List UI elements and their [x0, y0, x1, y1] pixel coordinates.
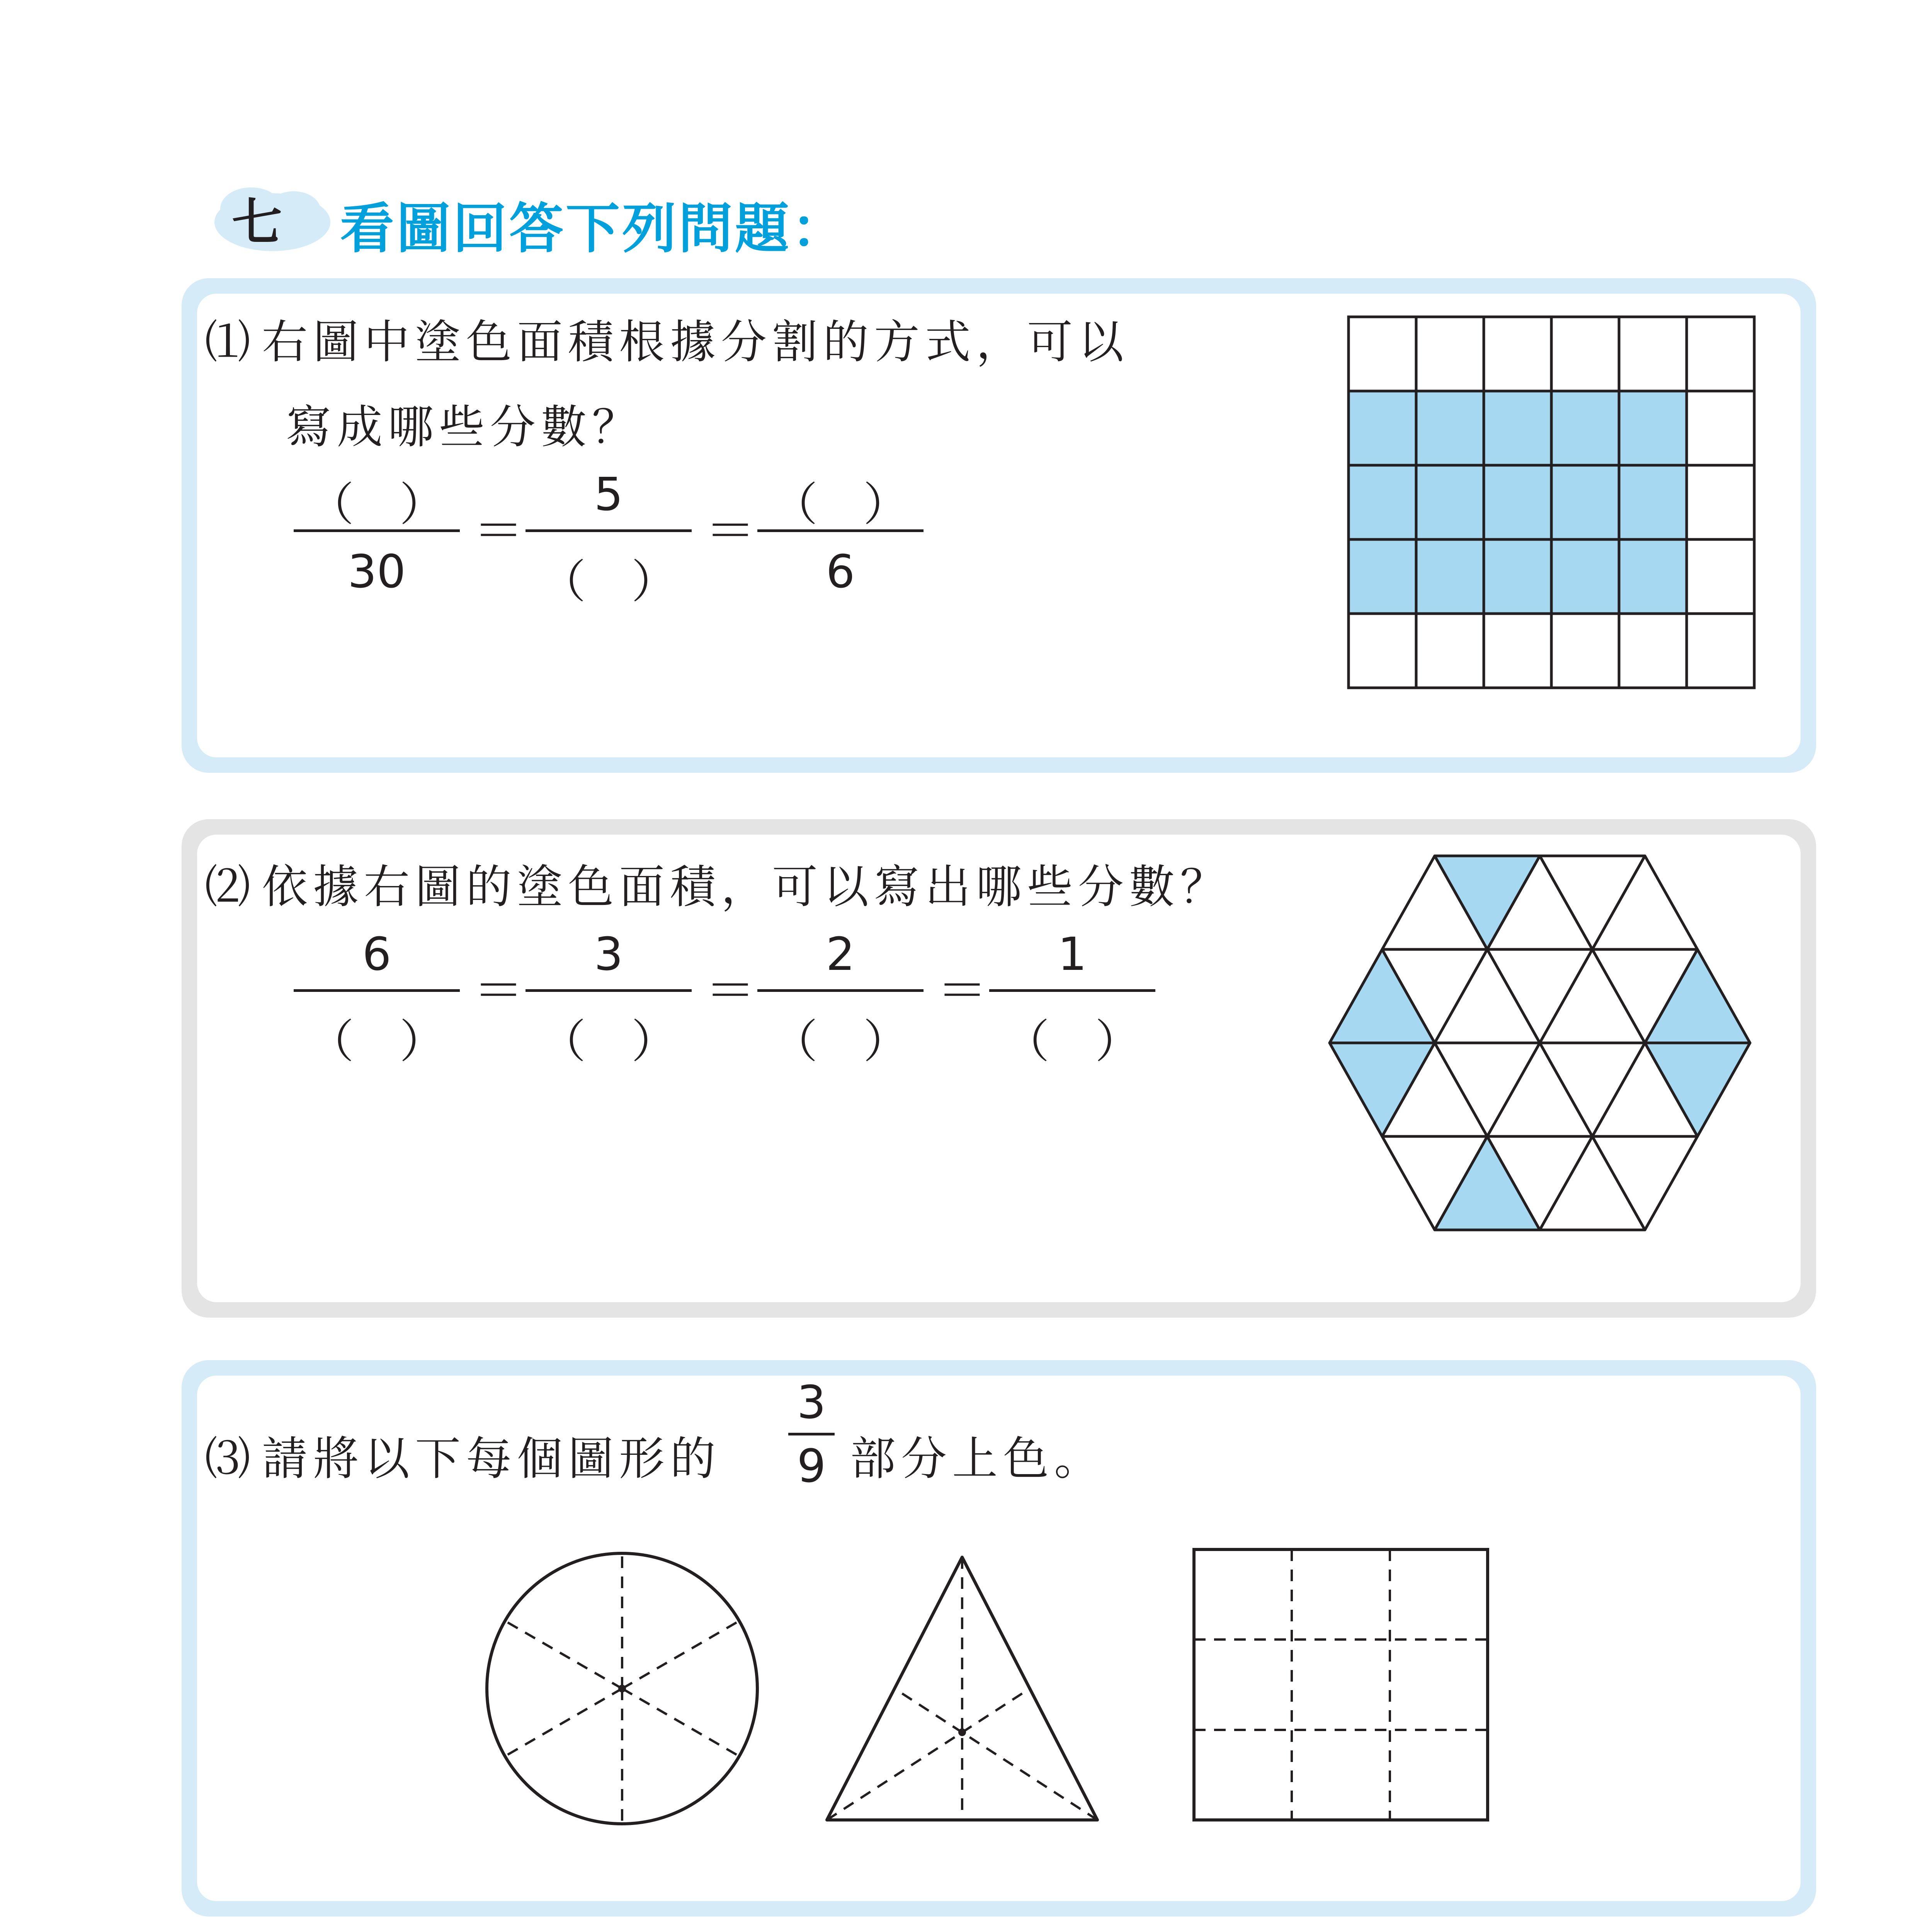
equals-sign: ＝ [473, 961, 524, 1020]
fraction-bar [757, 529, 923, 532]
grid-cell [1484, 614, 1551, 688]
question-2-number: ⑵ [205, 860, 251, 913]
equals-sign: ＝ [705, 502, 756, 560]
question-3-fraction-numerator: 3 [797, 1376, 826, 1429]
q2-fraction-4-numerator: 1 [1058, 927, 1087, 981]
q2-fraction-4-denominator: （ ） [1003, 1015, 1141, 1068]
shaded-hexagon-figure [1321, 850, 1758, 1233]
grid-cell [1416, 317, 1484, 391]
grid-cell-shaded [1416, 539, 1484, 614]
grid-cell-shaded [1349, 391, 1416, 465]
shaded-grid-figure [1345, 313, 1758, 692]
rectangle-grid-figure [1190, 1546, 1492, 1824]
circle-figure [479, 1546, 765, 1832]
grid-cell-shaded [1551, 391, 1619, 465]
question-3-fraction-denominator: 9 [797, 1439, 826, 1493]
fraction-bar [757, 989, 923, 992]
grid-cell [1619, 317, 1687, 391]
triangle-figure [819, 1549, 1109, 1828]
grid-cell-shaded [1484, 539, 1551, 614]
grid-cell [1687, 465, 1754, 539]
fraction-bar [989, 989, 1155, 992]
question-2-text: 依據右圖的塗色面積，可以寫出哪些分數？ [262, 860, 1231, 913]
grid-cell [1349, 614, 1416, 688]
grid-cell-shaded [1349, 539, 1416, 614]
question-3-text-before: 請將以下每個圖形的 [262, 1432, 721, 1485]
fraction-bar [526, 529, 692, 532]
grid-cell [1619, 614, 1687, 688]
equals-sign: ＝ [937, 961, 988, 1020]
cloud-badge-icon [209, 182, 336, 255]
grid-cell-shaded [1484, 465, 1551, 539]
q2-fraction-2-numerator: 3 [594, 927, 623, 981]
grid-cell [1551, 317, 1619, 391]
grid-cell [1416, 614, 1484, 688]
grid-cell-shaded [1484, 391, 1551, 465]
q1-fraction-2-denominator: （ ） [540, 555, 677, 608]
q1-fraction-1-numerator: （ ） [308, 478, 445, 531]
question-3-line [205, 1422, 721, 1488]
q1-fraction-1-denominator: 30 [347, 545, 406, 598]
grid-cell-shaded [1619, 391, 1687, 465]
grid-cell [1551, 614, 1619, 688]
fraction-bar [788, 1433, 835, 1435]
q2-fraction-3-denominator: （ ） [772, 1015, 909, 1068]
fraction-bar [294, 529, 460, 532]
grid-cell [1687, 391, 1754, 465]
grid-cell-shaded [1619, 539, 1687, 614]
equals-sign: ＝ [473, 502, 524, 560]
grid-cell-shaded [1551, 465, 1619, 539]
section-number: 七 [231, 193, 282, 252]
q2-fraction-2-denominator: （ ） [540, 1015, 677, 1068]
section-title: 看圖回答下列問題： [340, 197, 848, 260]
q2-fraction-1-numerator: 6 [362, 927, 391, 981]
equals-sign: ＝ [705, 961, 756, 1020]
grid-cell-shaded [1416, 391, 1484, 465]
fraction-bar [526, 989, 692, 992]
grid-cell [1484, 317, 1551, 391]
fraction-bar [294, 989, 460, 992]
question-1-text-1: 右圖中塗色面積根據分割的方式，可以 [262, 315, 1129, 369]
q2-fraction-1-denominator: （ ） [308, 1015, 445, 1068]
grid-cell-shaded [1619, 465, 1687, 539]
q2-fraction-3-numerator: 2 [826, 927, 855, 981]
question-2-line [205, 850, 1231, 916]
question-3-fraction [788, 1376, 835, 1493]
question-1-text-2: 寫成哪些分數？ [286, 400, 643, 454]
question-3-text-after: 部分上色。 [850, 1432, 1105, 1485]
grid-cell-shaded [1349, 465, 1416, 539]
grid-cell [1687, 539, 1754, 614]
grid-cell [1687, 317, 1754, 391]
question-1-line-1 [205, 305, 1129, 371]
question-1-number: ⑴ [205, 315, 251, 369]
grid-cell-shaded [1551, 539, 1619, 614]
grid-cell-shaded [1416, 465, 1484, 539]
q1-fraction-3-denominator: 6 [826, 545, 855, 598]
question-3-number: ⑶ [205, 1432, 251, 1485]
q1-fraction-3-numerator: （ ） [772, 478, 909, 531]
grid-cell [1349, 317, 1416, 391]
q1-fraction-2-numerator: 5 [594, 468, 623, 521]
grid-cell [1687, 614, 1754, 688]
